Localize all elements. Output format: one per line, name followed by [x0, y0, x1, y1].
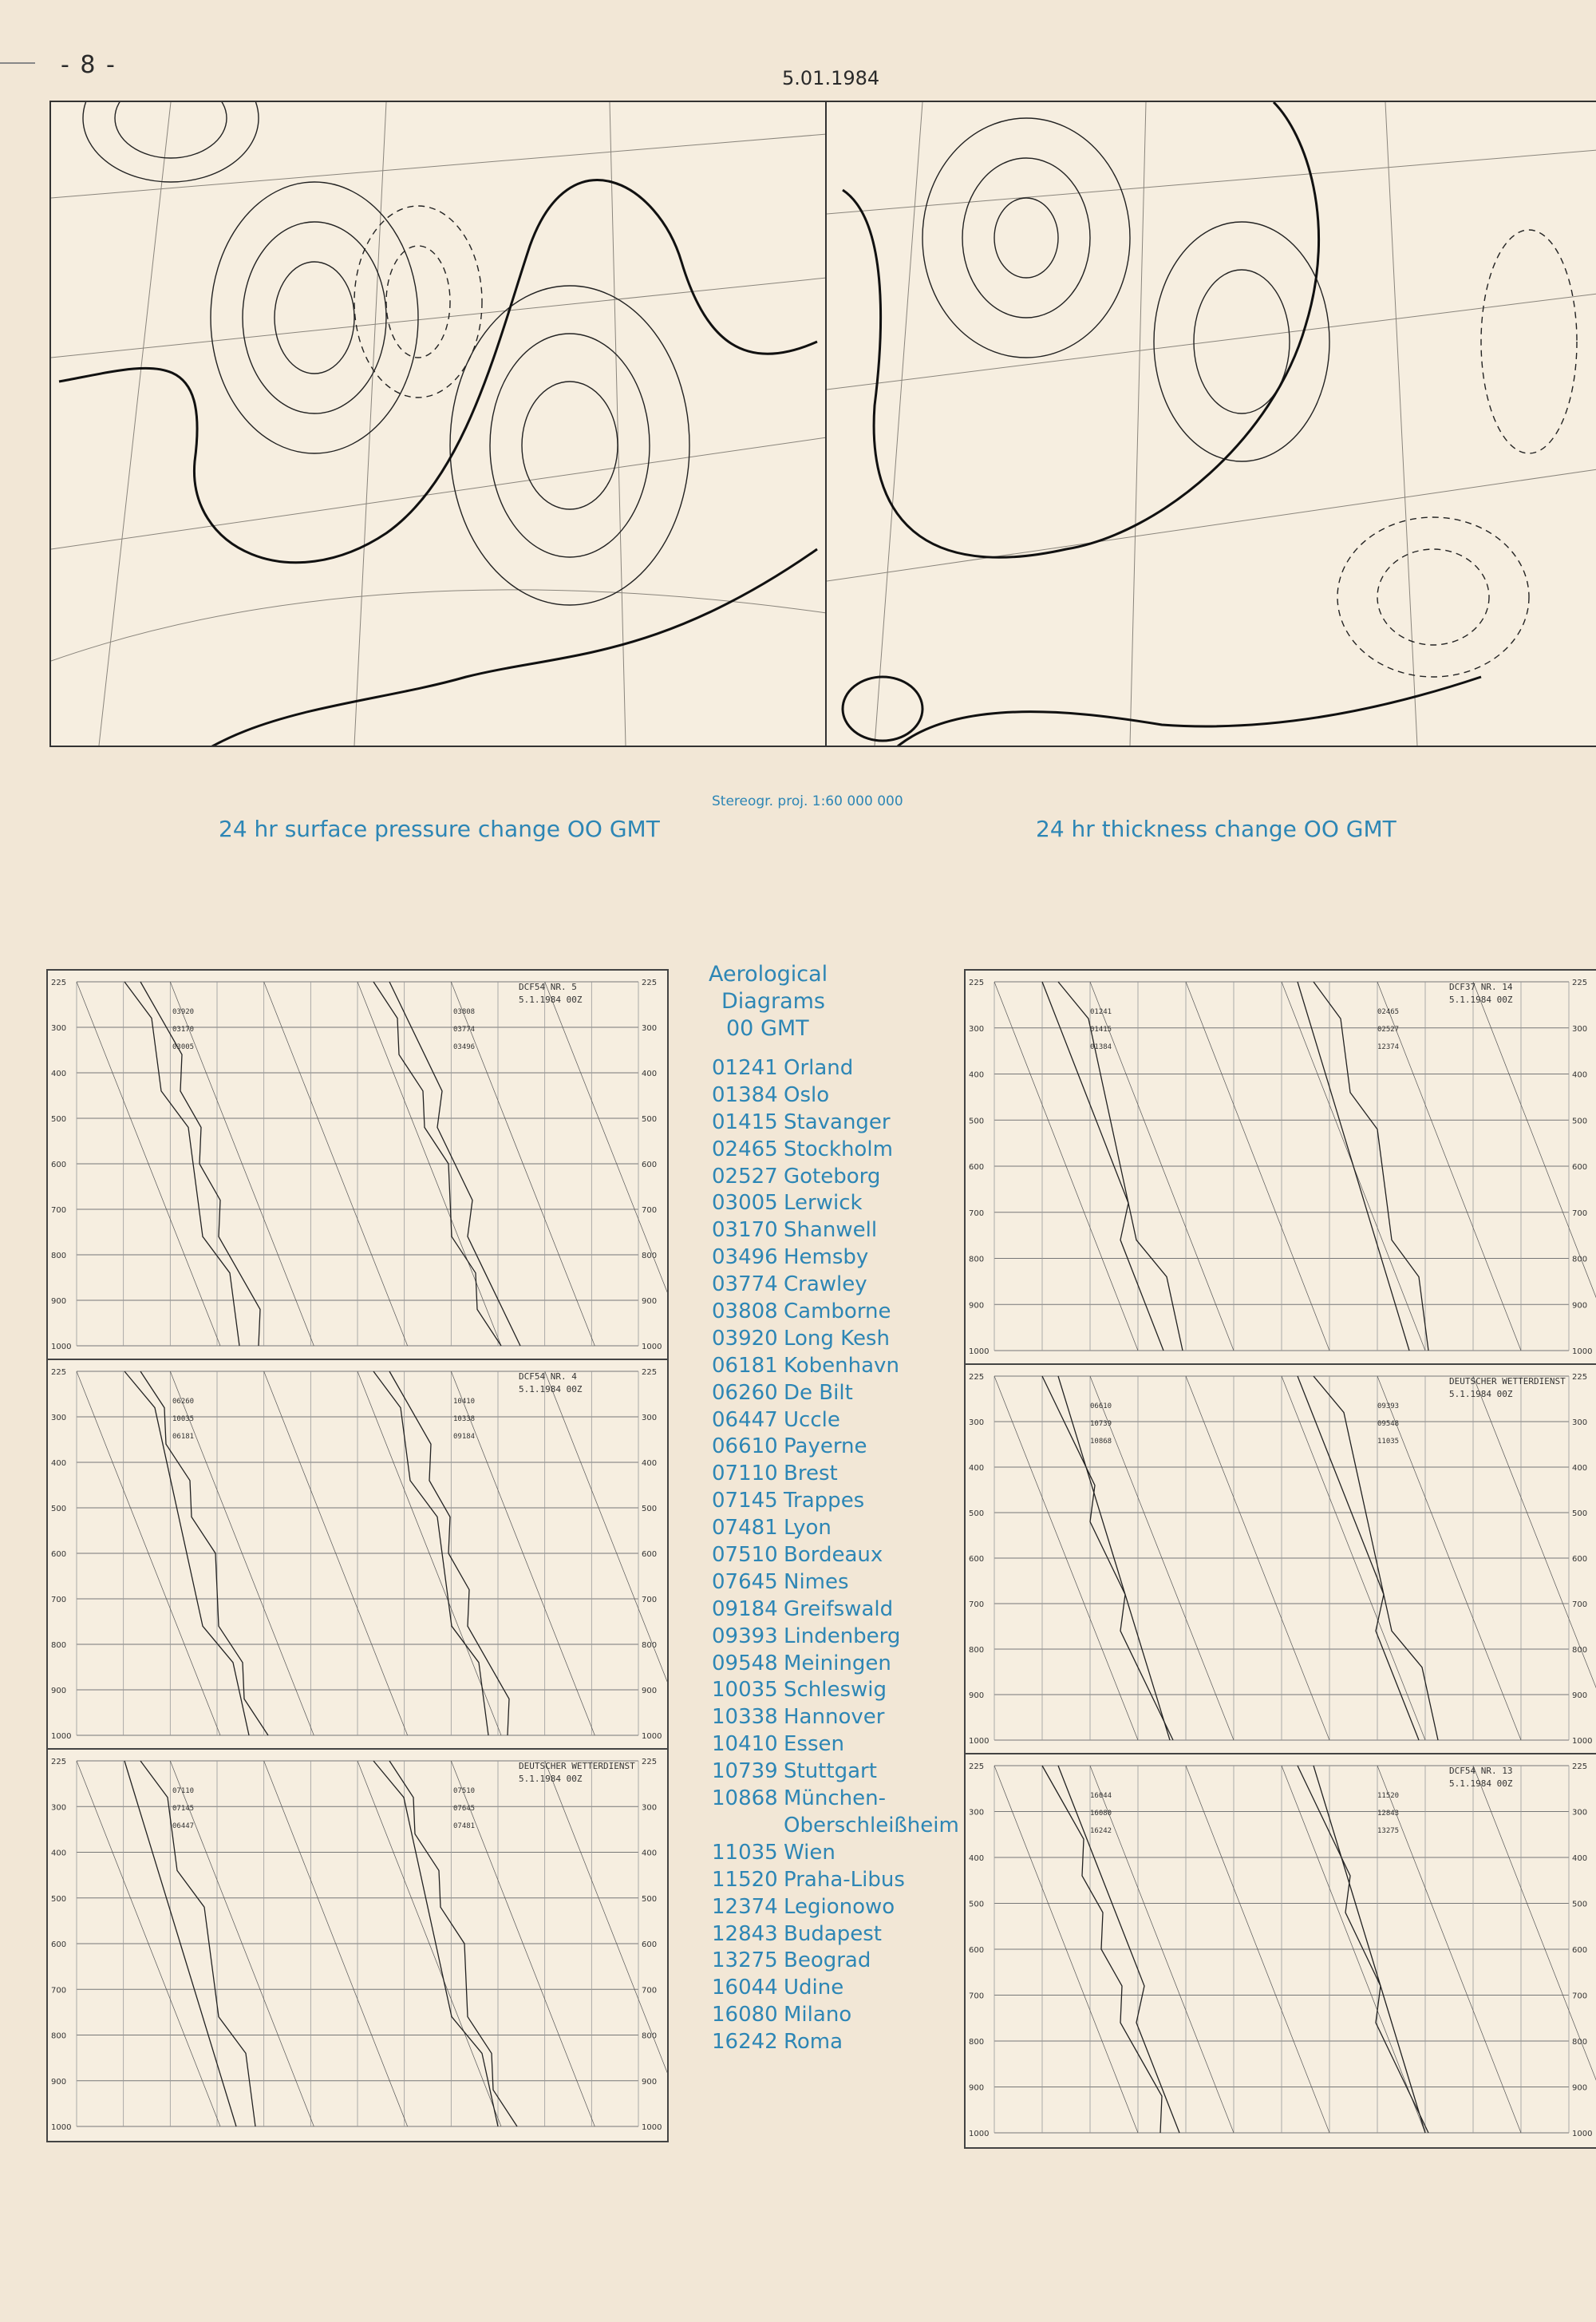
diagram-date-tag: 5.1.1984 00Z: [1449, 1389, 1513, 1399]
station-name: Shanwell: [784, 1218, 878, 1243]
margin-rule: [0, 62, 35, 64]
pressure-label: 700: [51, 1596, 67, 1604]
pressure-label: 800: [51, 1641, 67, 1650]
diagram-header: DCF54 NR. 13: [1449, 1766, 1513, 1776]
station-row: [712, 1597, 943, 1624]
diagram-station-tag: 03170: [172, 1026, 195, 1034]
pressure-label: 800: [969, 1646, 985, 1655]
diagram-station-tag: 01241: [1090, 1008, 1112, 1016]
diagram-header: DCF37 NR. 14: [1449, 982, 1513, 992]
station-name: Hannover: [784, 1705, 885, 1730]
projection-note: Stereogr. proj. 1:60 000 000: [712, 793, 903, 809]
pressure-label: 900: [969, 2083, 985, 2093]
station-code: 07645: [712, 1569, 778, 1594]
station-name: Uccle: [784, 1407, 840, 1432]
diagram-station-tag: 12374: [1377, 1043, 1400, 1051]
pressure-label: 1000: [1572, 1347, 1593, 1356]
pressure-label: 300: [51, 1024, 67, 1033]
pressure-label: 800: [642, 1252, 658, 1260]
pressure-label: 1000: [642, 1732, 662, 1741]
station-row: [712, 1678, 943, 1705]
pressure-label: 600: [642, 1940, 658, 1949]
station-name: Roma: [784, 2030, 843, 2055]
diagram-station-tag: 10868: [1090, 1438, 1112, 1446]
station-name: Camborne: [784, 1299, 891, 1324]
station-code: 06447: [712, 1407, 778, 1432]
pressure-label: 500: [969, 1900, 985, 1909]
pressure-label: 900: [969, 1301, 985, 1311]
diagram-station-tag: 01415: [1090, 1026, 1112, 1034]
station-name: Stockholm: [784, 1137, 893, 1161]
diagram-station-tag: 07110: [172, 1787, 195, 1795]
pressure-label: 500: [1572, 1117, 1588, 1126]
thickness-change-map: [825, 101, 1596, 747]
station-name: Lindenberg: [784, 1624, 901, 1648]
station-row: [712, 1056, 943, 1083]
station-code: 07481: [712, 1516, 778, 1541]
pressure-label: 600: [1572, 1946, 1588, 1955]
station-row: [712, 1245, 943, 1272]
pressure-label: 600: [969, 1946, 985, 1955]
station-name: Trappes: [784, 1489, 865, 1513]
station-code: 03005: [712, 1191, 778, 1216]
diagram-station-tag: 06610: [1090, 1402, 1112, 1410]
diagram-date-tag: 5.1.1984 00Z: [519, 1384, 583, 1394]
thickness-contours: [827, 102, 1596, 746]
surface-pressure-change-map: [49, 101, 828, 747]
station-row: [712, 1732, 943, 1759]
pressure-label: 400: [51, 1459, 67, 1468]
pressure-label: 900: [642, 2077, 658, 2087]
pressure-label: 1000: [969, 2130, 990, 2138]
station-name: Meiningen: [784, 1651, 891, 1675]
station-code: 12374: [712, 1894, 778, 1919]
diagram-station-tag: 16242: [1090, 1827, 1112, 1835]
pressure-label: 400: [51, 1849, 67, 1858]
station-code: 16080: [712, 2003, 778, 2027]
station-code: 16044: [712, 1976, 778, 2000]
diagram-station-tag: 09393: [1377, 1402, 1400, 1410]
station-code: 02527: [712, 1164, 778, 1189]
station-row: [712, 1759, 943, 1786]
pressure-label: 800: [969, 1255, 985, 1264]
pressure-label: 800: [51, 1252, 67, 1260]
pressure-label: 500: [969, 1117, 985, 1126]
pressure-label: 500: [1572, 1900, 1588, 1909]
pressure-label: 225: [51, 1758, 67, 1766]
pressure-label: 225: [1572, 1762, 1588, 1771]
diagram-station-tag: 07510: [453, 1787, 476, 1795]
pressure-label: 300: [969, 1418, 985, 1427]
pressure-label: 800: [642, 1641, 658, 1650]
diagram-station-tag: 02465: [1377, 1008, 1400, 1016]
diagram-date-tag: 5.1.1984 00Z: [519, 1774, 583, 1784]
station-row: [712, 1165, 943, 1192]
station-code: 02465: [712, 1137, 778, 1161]
station-name: Hemsby: [784, 1245, 869, 1270]
pressure-label: 800: [969, 2038, 985, 2047]
pressure-label: 1000: [51, 2123, 72, 2132]
station-name: Goteborg: [784, 1164, 881, 1189]
station-code: 03774: [712, 1272, 778, 1297]
pressure-label: 900: [642, 1297, 658, 1306]
pressure-label: 225: [642, 979, 658, 987]
station-row: [712, 1137, 943, 1165]
station-name: Udine: [784, 1976, 844, 2000]
station-code: 06181: [712, 1353, 778, 1378]
station-name: Long Kesh: [784, 1326, 890, 1351]
pressure-label: 300: [642, 1803, 658, 1813]
pressure-label: 400: [969, 1854, 985, 1863]
pressure-label: 400: [642, 1070, 658, 1078]
pressure-label: 1000: [1572, 2130, 1593, 2138]
pressure-label: 300: [51, 1414, 67, 1422]
diagram-station-tag: 07145: [172, 1805, 195, 1813]
station-code: 07145: [712, 1489, 778, 1513]
pressure-label: 400: [642, 1459, 658, 1468]
pressure-label: 900: [51, 1687, 67, 1695]
station-name: De Bilt: [784, 1380, 853, 1405]
diagram-station-tag: 10410: [453, 1398, 476, 1406]
station-row: [712, 1922, 943, 1949]
pressure-label: 700: [969, 1600, 985, 1609]
station-code: 10338: [712, 1705, 778, 1730]
pressure-label: 900: [642, 1687, 658, 1695]
pressure-label: 800: [1572, 1255, 1588, 1264]
pressure-label: 600: [1572, 1555, 1588, 1564]
station-code: 03920: [712, 1326, 778, 1351]
pressure-label: 500: [51, 1894, 67, 1904]
pressure-label: 700: [51, 1986, 67, 1996]
station-row: [712, 1327, 943, 1354]
pressure-label: 500: [642, 1115, 658, 1124]
pressure-label: 400: [1572, 1854, 1588, 1863]
station-code: 07510: [712, 1543, 778, 1568]
station-code: 03496: [712, 1245, 778, 1270]
pressure-label: 900: [1572, 2083, 1588, 2093]
pressure-label: 1000: [969, 1347, 990, 1356]
pressure-label: 300: [969, 1808, 985, 1818]
station-name: Oslo: [784, 1082, 830, 1107]
station-code: 11520: [712, 1867, 778, 1892]
pressure-label: 400: [1572, 1070, 1588, 1080]
pressure-label: 225: [969, 1762, 985, 1771]
pressure-label: 700: [1572, 1208, 1588, 1218]
station-name: Wien: [784, 1840, 836, 1865]
diagram-station-tag: 16080: [1090, 1810, 1112, 1818]
pressure-label: 300: [642, 1414, 658, 1422]
pressure-label: 600: [51, 1161, 67, 1169]
station-name: Payerne: [784, 1434, 867, 1459]
pressure-label: 600: [969, 1555, 985, 1564]
pressure-label: 225: [1572, 1373, 1588, 1382]
station-row: [712, 1381, 943, 1408]
station-row: [712, 1408, 943, 1435]
diagram-station-tag: 13275: [1377, 1827, 1400, 1835]
station-row: [712, 1813, 959, 1841]
pressure-label: 900: [51, 1297, 67, 1306]
diagram-header: DEUTSCHER WETTERDIENST: [1449, 1376, 1566, 1386]
surface-pressure-contours: [51, 102, 827, 746]
aerological-diagram-right-3: [964, 1753, 1596, 2149]
pressure-label: 1000: [642, 1343, 662, 1351]
pressure-label: 700: [969, 1992, 985, 2001]
pressure-label: 400: [969, 1464, 985, 1473]
station-name: Brest: [784, 1462, 838, 1486]
station-row: [712, 1786, 943, 1814]
legend-title-2: Diagrams: [721, 989, 825, 1014]
diagram-station-tag: 12843: [1377, 1810, 1400, 1818]
diagram-station-tag: 16044: [1090, 1792, 1112, 1800]
station-code: 07110: [712, 1462, 778, 1486]
station-name: Beograd: [784, 1948, 871, 1973]
pressure-label: 1000: [642, 2123, 662, 2132]
diagram-date-tag: 5.1.1984 00Z: [1449, 1778, 1513, 1789]
pressure-label: 600: [51, 1550, 67, 1559]
station-row: [712, 2003, 943, 2030]
station-row: [712, 1570, 943, 1597]
aerological-diagram-left-2: [46, 1359, 669, 1751]
station-name: Legionowo: [784, 1894, 895, 1919]
station-name: Schleswig: [784, 1678, 887, 1703]
pressure-label: 1000: [51, 1343, 72, 1351]
page-number: - 8 -: [61, 51, 117, 79]
diagram-station-tag: 07481: [453, 1822, 476, 1830]
station-row: [712, 1272, 943, 1299]
pressure-label: 300: [969, 1024, 985, 1034]
aerological-diagram-right-1: [964, 969, 1596, 1367]
station-row: [712, 2030, 943, 2057]
pressure-label: 400: [1572, 1464, 1588, 1473]
diagram-station-tag: 07645: [453, 1805, 476, 1813]
diagram-legend: [709, 961, 828, 1042]
station-row: [712, 1868, 943, 1895]
station-row: [712, 1354, 943, 1381]
pressure-label: 900: [51, 2077, 67, 2087]
diagram-station-tag: 10338: [453, 1415, 476, 1423]
thickness-caption: 24 hr thickness change OO GMT: [1036, 816, 1396, 842]
pressure-label: 600: [642, 1161, 658, 1169]
station-row: [712, 1083, 943, 1110]
diagram-header: DCF54 NR. 5: [519, 982, 577, 992]
station-code: 10739: [712, 1759, 778, 1784]
diagram-header: DEUTSCHER WETTERDIENST: [519, 1761, 635, 1771]
station-code: 10410: [712, 1732, 778, 1757]
legend-title-3: 00 GMT: [726, 1016, 809, 1041]
pressure-label: 600: [642, 1550, 658, 1559]
pressure-label: 700: [642, 1986, 658, 1996]
pressure-label: 500: [1572, 1509, 1588, 1518]
pressure-label: 225: [51, 1368, 67, 1377]
pressure-label: 900: [969, 1691, 985, 1700]
pressure-label: 500: [51, 1505, 67, 1513]
station-row: [712, 1462, 943, 1489]
diagram-date-tag: 5.1.1984 00Z: [519, 995, 583, 1005]
pressure-label: 225: [642, 1758, 658, 1766]
aerological-diagram-right-2: [964, 1363, 1596, 1756]
station-name: Greifswald: [784, 1596, 894, 1621]
diagram-station-tag: 11520: [1377, 1792, 1400, 1800]
station-name: Budapest: [784, 1921, 882, 1946]
station-code: 09548: [712, 1651, 778, 1675]
pressure-label: 225: [642, 1368, 658, 1377]
pressure-label: 600: [1572, 1163, 1588, 1172]
station-row: [712, 1652, 943, 1679]
station-row: [712, 1299, 943, 1327]
diagram-station-tag: 03774: [453, 1026, 476, 1034]
pressure-label: 225: [1572, 979, 1588, 987]
station-row: [712, 1948, 943, 1976]
station-row: [712, 1705, 943, 1732]
station-row: [712, 1434, 943, 1462]
station-name: München-: [784, 1786, 887, 1811]
diagram-station-tag: 03920: [172, 1008, 195, 1016]
station-code: 16242: [712, 2030, 778, 2055]
pressure-label: 700: [642, 1596, 658, 1604]
station-name: Lerwick: [784, 1191, 863, 1216]
station-code: 10868: [712, 1786, 778, 1811]
station-name: Praha-Libus: [784, 1867, 905, 1892]
aerological-diagram-left-1: [46, 969, 669, 1362]
station-code: 06260: [712, 1380, 778, 1405]
diagram-station-tag: 03005: [172, 1043, 195, 1051]
station-code: 12843: [712, 1921, 778, 1946]
pressure-label: 1000: [969, 1737, 990, 1746]
pressure-label: 700: [642, 1206, 658, 1215]
page-date: 5.01.1984: [782, 67, 880, 89]
station-row: [712, 1976, 943, 2003]
station-code: 13275: [712, 1948, 778, 1973]
aerological-diagram-left-3: [46, 1748, 669, 2142]
station-code: [712, 1814, 784, 1841]
pressure-label: 300: [1572, 1418, 1588, 1427]
pressure-label: 500: [642, 1505, 658, 1513]
pressure-label: 700: [1572, 1600, 1588, 1609]
pressure-label: 500: [51, 1115, 67, 1124]
station-code: 09393: [712, 1624, 778, 1648]
station-row: [712, 1516, 943, 1543]
pressure-label: 600: [51, 1940, 67, 1949]
station-name: Milano: [784, 2003, 852, 2027]
pressure-label: 700: [51, 1206, 67, 1215]
pressure-label: 400: [51, 1070, 67, 1078]
station-row: [712, 1218, 943, 1245]
pressure-label: 300: [1572, 1024, 1588, 1034]
station-code: 01415: [712, 1110, 778, 1134]
station-row: [712, 1543, 943, 1570]
station-name: Stavanger: [784, 1110, 891, 1134]
pressure-label: 1000: [51, 1732, 72, 1741]
station-row: [712, 1624, 943, 1652]
pressure-label: 800: [1572, 2038, 1588, 2047]
pressure-label: 900: [1572, 1301, 1588, 1311]
pressure-label: 225: [969, 979, 985, 987]
legend-title-1: Aerological: [709, 962, 828, 987]
station-row: [712, 1191, 943, 1218]
pressure-label: 800: [51, 2031, 67, 2041]
station-name: Bordeaux: [784, 1543, 883, 1568]
diagram-date-tag: 5.1.1984 00Z: [1449, 995, 1513, 1005]
station-code: 11035: [712, 1840, 778, 1865]
pressure-label: 800: [642, 2031, 658, 2041]
station-name: Oberschleißheim: [784, 1813, 959, 1837]
station-list: [712, 1056, 959, 2057]
station-code: 01384: [712, 1082, 778, 1107]
diagram-station-tag: 01384: [1090, 1043, 1112, 1051]
pressure-label: 300: [642, 1024, 658, 1033]
station-name: Nimes: [784, 1569, 849, 1594]
station-name: Lyon: [784, 1516, 832, 1541]
station-code: 01241: [712, 1056, 778, 1080]
pressure-label: 1000: [1572, 1737, 1593, 1746]
pressure-label: 500: [642, 1894, 658, 1904]
pressure-label: 600: [969, 1163, 985, 1172]
diagram-station-tag: 10739: [1090, 1420, 1112, 1428]
diagram-station-tag: 02527: [1377, 1026, 1400, 1034]
station-name: Essen: [784, 1732, 844, 1757]
station-row: [712, 1489, 943, 1516]
diagram-station-tag: 03496: [453, 1043, 476, 1051]
diagram-station-tag: 09184: [453, 1433, 476, 1441]
station-row: [712, 1841, 943, 1868]
diagram-header: DCF54 NR. 4: [519, 1371, 577, 1382]
station-row: [712, 1895, 943, 1922]
station-code: 09184: [712, 1596, 778, 1621]
pressure-label: 900: [1572, 1691, 1588, 1700]
pressure-label: 400: [969, 1070, 985, 1080]
station-row: [712, 1110, 943, 1137]
station-name: Crawley: [784, 1272, 867, 1297]
pressure-label: 300: [51, 1803, 67, 1813]
surface-pressure-caption: 24 hr surface pressure change OO GMT: [219, 816, 660, 842]
pressure-label: 400: [642, 1849, 658, 1858]
station-code: 10035: [712, 1678, 778, 1703]
diagram-station-tag: 09548: [1377, 1420, 1400, 1428]
diagram-station-tag: 06447: [172, 1822, 195, 1830]
pressure-label: 225: [969, 1373, 985, 1382]
pressure-label: 225: [51, 979, 67, 987]
station-code: 03170: [712, 1218, 778, 1243]
station-code: 06610: [712, 1434, 778, 1459]
station-name: Stuttgart: [784, 1759, 877, 1784]
station-code: 03808: [712, 1299, 778, 1324]
pressure-label: 700: [1572, 1992, 1588, 2001]
pressure-label: 300: [1572, 1808, 1588, 1818]
diagram-station-tag: 06260: [172, 1398, 195, 1406]
diagram-station-tag: 06181: [172, 1433, 195, 1441]
pressure-label: 500: [969, 1509, 985, 1518]
diagram-station-tag: 03808: [453, 1008, 476, 1016]
diagram-station-tag: 10035: [172, 1415, 195, 1423]
pressure-label: 800: [1572, 1646, 1588, 1655]
pressure-label: 700: [969, 1208, 985, 1218]
diagram-station-tag: 11035: [1377, 1438, 1400, 1446]
station-name: Orland: [784, 1056, 854, 1080]
station-name: Kobenhavn: [784, 1353, 899, 1378]
